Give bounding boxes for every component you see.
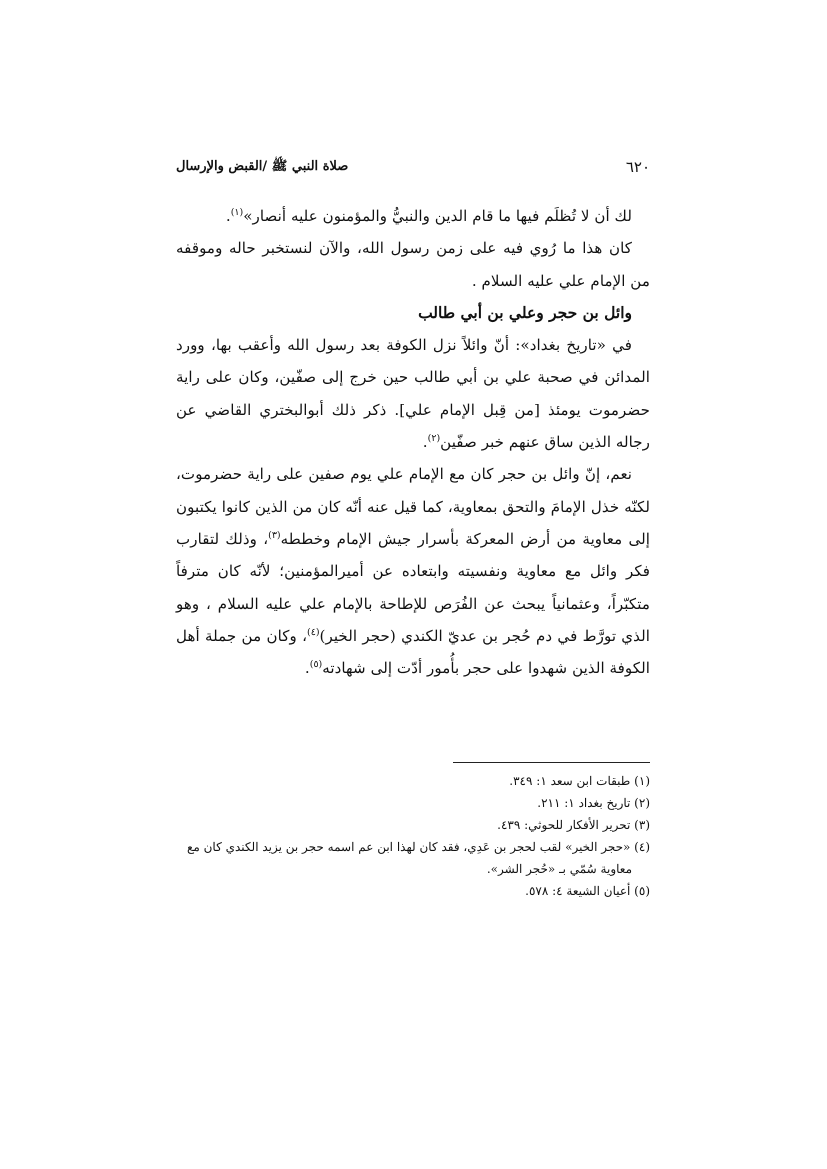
- paragraph-text: كان هذا ما رُوي فيه على زمن رسول الله، والآن لنستخبر حاله وموقفه من الإمام علي عليه السلام .: [176, 239, 650, 290]
- footnote-3: (٣) تحرير الأفكار للحوثي: ٤٣٩.: [497, 818, 650, 832]
- main-text: [176, 200, 650, 684]
- footnotes: [176, 770, 650, 902]
- paragraph-history: [176, 329, 650, 458]
- paragraph-quote-end: [176, 200, 650, 232]
- running-header: [176, 158, 650, 182]
- section-heading: وائل بن حجر وعلي بن أبي طالب: [418, 302, 632, 322]
- footnote-5: (٥) أعيان الشيعة ٤: ٥٧٨.: [525, 884, 650, 898]
- paragraph-analysis: [176, 458, 650, 684]
- paragraph-end: .: [225, 207, 231, 225]
- footnote-4-continued: معاوية سُمّي بـ «حُجر الشر».: [486, 862, 632, 876]
- footnote-2: (٢) تاريخ بغداد ١: ٢١١.: [537, 796, 650, 810]
- footnote-ref: (٣): [268, 529, 281, 541]
- paragraph-end: .: [422, 433, 428, 452]
- paragraph-text: ، وكان من جملة أهل الكوفة الذين شهدوا على حجر بأُمور أدّت إلى شهادته: [176, 626, 650, 678]
- running-title: صلاة النبي ﷺ /القبض والإرسال: [176, 159, 349, 174]
- footnote-divider: [453, 762, 650, 763]
- footnote-ref: (٥): [309, 659, 323, 671]
- paragraph-text: لك أن لا تُظلَم فيها ما قام الدين والنبيُّ والمؤمنون عليه أنصار»: [243, 207, 632, 225]
- footnote-4: (٤) «حجر الخير» لقب لحجر بن عَدِي، فقد كان لهذا ابن عم اسمه حجر بن يزيد الكندي كان مع: [186, 840, 650, 854]
- footnote-ref: (١): [230, 206, 244, 218]
- paragraph-end: .: [304, 659, 310, 678]
- paragraph-text: ، وذلك لتقارب فكر وائل مع معاوية ونفسيته وابتعاده عن أميرالمؤمنين؛ لأنّه كان مترفاً متكبّراً، وعثمانياً يبحث عن الفُرَص للإطاحة بالإمام علي عليه السلام ، وهو الذي تورَّط في دم حُجر بن عديّ الكندي (حجر الخير): [176, 529, 650, 645]
- page-number: ٦٢٠: [625, 158, 650, 176]
- footnote-ref: (٢): [427, 433, 441, 445]
- footnote-1: (١) طبقات ابن سعد ١: ٣٤٩.: [509, 774, 650, 788]
- footnote-ref: (٤): [307, 626, 320, 638]
- paragraph-text: نعم، إنّ وائل بن حجر كان مع الإمام علي يوم صفين على راية حضرموت، لكنّه خذل الإمامَ والتحق بمعاوية، كما قيل عنه أنّه كان من الذين كانوا يكتبون إلى معاوية من أرض المعركة بأسرار جيش الإمام وخططه: [176, 465, 650, 548]
- paragraph-transition: [176, 232, 650, 297]
- paragraph-text: في «تاريخ بغداد»: أنّ وائلاً نزل الكوفة بعد رسول الله وأعقب بها، وورد المدائن في صحبة علي بن أبي طالب حين خرج إلى صفّين، وكان على راية حضرموت يومئذ [من قِبل الإمام علي]. ذكر ذلك أبوالبختري القاضي عن رجاله الذين ساق عنهم خبر صفّين: [176, 336, 650, 452]
